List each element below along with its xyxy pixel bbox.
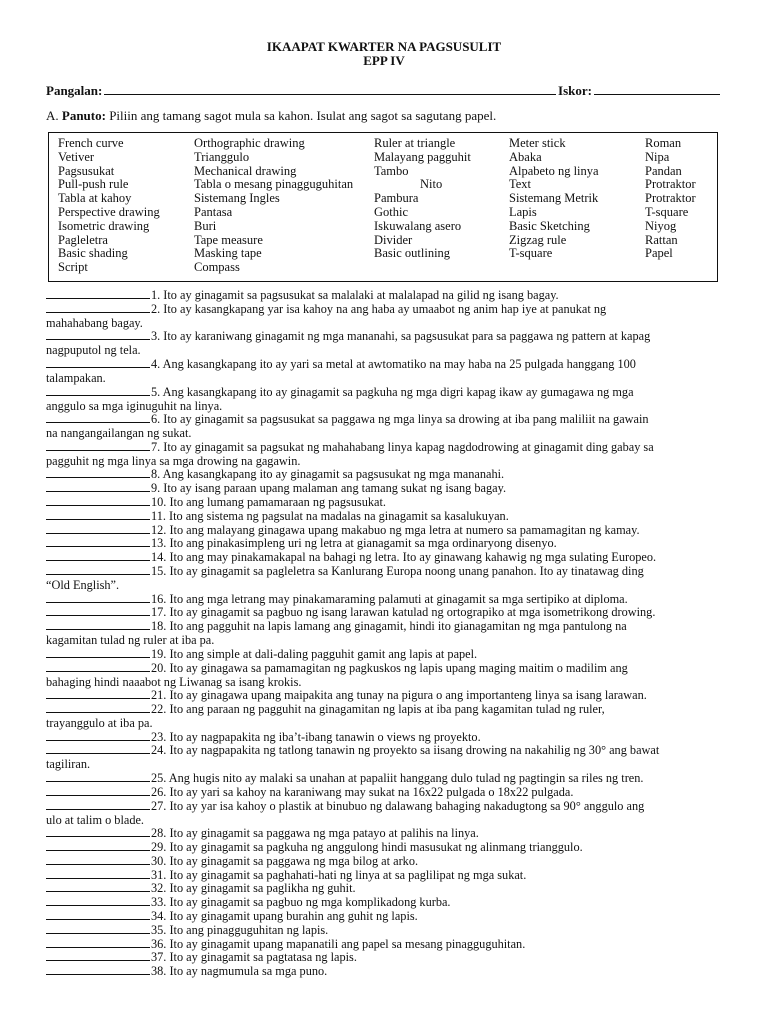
question-item: [46, 895, 722, 909]
question-text: 38. Ito ay nagmumula sa mga puno.: [151, 964, 328, 979]
question-text: 27. Ito ay yar isa kahoy o plastik at binubuo ng dalawang bahaging nakadugtong sa 90° anggulo ang: [151, 798, 645, 813]
question-text: 9. Ito ay isang paraan upang malaman ang tamang sukat ng isang bagay.: [151, 481, 507, 496]
answer-blank[interactable]: [46, 495, 150, 506]
answer-blank[interactable]: [46, 702, 150, 713]
word-box-item: Ruler at triangle: [374, 136, 456, 150]
word-box-item: Trianggulo: [194, 149, 250, 164]
question-text: 29. Ito ay ginagamit sa pagkuha ng anggulong hindi masusukat ng alinmang trianggulo.: [151, 840, 583, 854]
word-box-item: T-square: [645, 204, 689, 219]
word-box-item: Niyog: [645, 218, 677, 233]
word-box-item: Text: [509, 177, 532, 192]
answer-blank[interactable]: [46, 730, 150, 741]
exam-title: IKAAPAT KWARTER NA PAGSUSULIT: [266, 39, 502, 54]
word-box-item: Papel: [645, 246, 673, 261]
word-box-item: Protraktor: [645, 191, 696, 206]
answer-blank[interactable]: [46, 743, 150, 754]
answer-blank[interactable]: [46, 785, 150, 796]
word-box-item: Tape measure: [194, 232, 263, 247]
question-text: 10. Ito ang lumang pamamaraan ng pagsusukat.: [151, 495, 386, 509]
word-box-item: Sistemang Ingles: [194, 191, 280, 206]
answer-blank[interactable]: [46, 605, 150, 616]
directions: [46, 108, 496, 124]
word-box: [48, 132, 718, 282]
question-item: [46, 302, 722, 330]
question-continuation: na nangangailangan ng sukat.: [46, 426, 192, 441]
word-box-item: Pagleletra: [58, 232, 108, 247]
word-box-item: Rattan: [645, 232, 678, 247]
word-box-item: Script: [58, 260, 88, 275]
question-text: 37. Ito ay ginagamit sa pagtatasa ng lapis.: [151, 950, 357, 965]
question-continuation: nagpuputol ng tela.: [46, 343, 141, 358]
question-item: [46, 702, 722, 730]
directions-text: Piliin ang tamang sagot mula sa kahon. Isulat ang sagot sa sagutang papel.: [109, 108, 497, 123]
question-continuation: kagamitan tulad ng ruler at iba pa.: [46, 633, 215, 648]
answer-blank[interactable]: [46, 302, 150, 313]
question-item: [46, 854, 722, 868]
question-text: 1. Ito ay ginagamit sa pagsusukat sa malalaki at malalapad na gilid ng isang bagay.: [151, 288, 559, 302]
answer-blank[interactable]: [46, 826, 150, 837]
answer-blank[interactable]: [46, 509, 150, 520]
question-continuation: anggulo sa mga iginuguhit na linya.: [46, 398, 223, 413]
word-box-item: Meter stick: [509, 136, 566, 150]
answer-blank[interactable]: [46, 895, 150, 906]
answer-blank[interactable]: [46, 799, 150, 810]
question-item: [46, 481, 722, 495]
question-text: 21. Ito ay ginagawa upang maipakita ang tunay na pigura o ang importanteng linya sa isang larawan.: [151, 688, 647, 703]
question-continuation: ulo at talim o blade.: [46, 812, 145, 827]
word-column-2: [194, 137, 353, 275]
question-text: 2. Ito ay kasangkapang yar isa kahoy na ang haba ay umaabot ng anim hap iye at panukat ng: [151, 301, 607, 316]
question-text: 36. Ito ay ginagamit upang mapanatili ang papel sa mesang pinagguguhitan.: [151, 936, 526, 951]
question-item: [46, 937, 722, 951]
exam-subtitle: EPP IV: [363, 53, 405, 68]
question-text: 30. Ito ay ginagamit sa paggawa ng mga bilog at arko.: [151, 853, 419, 868]
question-text: 14. Ito ang may pinakamakapal na bahagi ng letra. Ito ay ginawang kahawig ng mga sulating Europeo.: [151, 550, 657, 565]
question-item: [46, 495, 722, 509]
question-item: [46, 329, 722, 357]
question-item: [46, 743, 722, 771]
question-item: [46, 923, 722, 937]
question-item: [46, 950, 722, 964]
question-text: 23. Ito ay nagpapakita ng iba’t-ibang tanawin o views ng proyekto.: [151, 729, 481, 744]
name-score-line: [46, 82, 722, 99]
answer-blank[interactable]: [46, 937, 150, 948]
word-box-item: Basic outlining: [374, 246, 451, 261]
question-item: [46, 357, 722, 385]
answer-blank[interactable]: [46, 868, 150, 879]
answer-blank[interactable]: [46, 536, 150, 547]
answer-blank[interactable]: [46, 385, 150, 396]
answer-blank[interactable]: [46, 329, 150, 340]
question-item: [46, 771, 722, 785]
question-item: [46, 688, 722, 702]
question-continuation: pagguhit ng mga linya sa mga drowing na gagawin.: [46, 453, 301, 468]
word-box-item: Alpabeto ng linya: [509, 163, 599, 178]
question-item: [46, 467, 722, 481]
question-text: 31. Ito ay ginagamit sa paghahati-hati ng linya at sa paglilipat ng mga sukat.: [151, 867, 527, 882]
word-box-item: Roman: [645, 136, 682, 150]
question-text: 19. Ito ang simple at dali-daling pagguhit gamit ang lapis at papel.: [151, 646, 478, 661]
question-item: [46, 661, 722, 689]
question-continuation: “Old English”.: [46, 578, 120, 592]
question-item: [46, 840, 722, 854]
question-item: [46, 605, 722, 619]
question-item: [46, 288, 722, 302]
question-text: 28. Ito ay ginagamit sa paggawa ng mga patayo at palihis na linya.: [151, 826, 479, 841]
word-column-5: [645, 137, 696, 261]
word-box-item: Pagsusukat: [58, 163, 115, 178]
word-box-item: Pandan: [645, 163, 682, 178]
answer-blank[interactable]: [46, 550, 150, 561]
question-item: [46, 550, 722, 564]
answer-blank[interactable]: [46, 440, 150, 451]
question-text: 13. Ito ang pinakasimpleng uri ng letra at gianagamit sa mga ordinaryong disenyo.: [151, 536, 557, 551]
question-continuation: trayanggulo at iba pa.: [46, 716, 153, 730]
word-box-item: Pambura: [374, 191, 419, 206]
score-blank[interactable]: [594, 82, 720, 95]
question-text: 5. Ang kasangkapang ito ay ginagamit sa pagkuha ng mga digri kapag ikaw ay gumagawa ng mga: [151, 384, 634, 399]
question-item: [46, 826, 722, 840]
question-text: 12. Ito ang malayang ginagawa upang makabuo ng mga letra at numero sa pamamagitan ng kamay.: [151, 522, 640, 537]
question-text: 25. Ang hugis nito ay malaki sa unahan at papaliit hanggang dulo tulad ng pagtingin sa riles ng tren.: [151, 771, 644, 785]
answer-blank[interactable]: [46, 564, 150, 575]
answer-blank[interactable]: [46, 647, 150, 658]
answer-blank[interactable]: [46, 771, 150, 782]
question-text: 20. Ito ay ginagawa sa pamamagitan ng pagkuskos ng lapis upang maging maitim o madilim ang: [151, 660, 628, 675]
question-text: 15. Ito ay ginagamit sa pagleletra sa Kanlurang Europa noong unang panahon. Ito ay tinatawag ding: [151, 564, 644, 578]
question-text: 16. Ito ang mga letrang may pinakamaraming palamuti at ginagamit sa mga sertipiko at diploma.: [151, 591, 628, 606]
word-box-item: Protraktor: [645, 177, 696, 192]
word-box-item: T-square: [509, 246, 553, 261]
word-box-item: Iskuwalang asero: [374, 218, 462, 233]
question-item: [46, 881, 722, 895]
question-item: [46, 536, 722, 550]
question-text: 7. Ito ay ginagamit sa pagsukat ng mahahabang linya kapag nagdodrowing at ginagamit ding gabay sa: [151, 439, 654, 454]
question-text: 11. Ito ang sistema ng pagsulat na madalas na ginagamit sa kasalukuyan.: [151, 508, 509, 523]
question-continuation: tagiliran.: [46, 757, 91, 772]
word-box-item: Tambo: [374, 163, 409, 178]
word-box-item: Nito: [420, 177, 443, 192]
question-text: 6. Ito ay ginagamit sa pagsusukat sa paggawa ng mga linya sa drowing at iba pang maliliit na gawain: [151, 412, 649, 427]
answer-blank[interactable]: [46, 840, 150, 851]
question-text: 35. Ito ang pinagguguhitan ng lapis.: [151, 922, 329, 937]
word-column-1: [58, 137, 160, 275]
word-box-item: Buri: [194, 218, 217, 233]
word-box-item: Vetiver: [58, 149, 95, 164]
word-box-item: Pantasa: [194, 204, 233, 219]
answer-blank[interactable]: [46, 523, 150, 534]
question-item: [46, 647, 722, 661]
question-continuation: mahahabang bagay.: [46, 315, 143, 330]
word-box-item: Gothic: [374, 204, 409, 219]
answer-blank[interactable]: [46, 964, 150, 975]
question-item: [46, 592, 722, 606]
word-box-item: Orthographic drawing: [194, 136, 305, 150]
word-box-item: Zigzag rule: [509, 232, 567, 247]
question-continuation: talampakan.: [46, 371, 106, 385]
answer-blank[interactable]: [46, 909, 150, 920]
word-box-item: Divider: [374, 232, 413, 247]
question-text: 17. Ito ay ginagamit sa pagbuo ng isang larawan katulad ng ortograpiko at mga isometrikong drowing.: [151, 605, 656, 620]
question-item: [46, 385, 722, 413]
question-text: 24. Ito ay nagpapakita ng tatlong tanawin ng proyekto sa iisang drowing na nakahilig ng 30° ang bawat: [151, 743, 660, 758]
section-letter: A.: [46, 108, 59, 123]
answer-blank[interactable]: [46, 661, 150, 672]
question-item: [46, 509, 722, 523]
answer-blank[interactable]: [46, 923, 150, 934]
question-item: [46, 909, 722, 923]
word-box-item: Tabla o mesang pinagguguhitan: [194, 177, 354, 192]
question-text: 34. Ito ay ginagamit upang burahin ang guhit ng lapis.: [151, 909, 418, 923]
word-box-item: Tabla at kahoy: [58, 191, 132, 206]
answer-blank[interactable]: [46, 950, 150, 961]
question-continuation: bahaging hindi naaabot ng Liwanag sa isang krokis.: [46, 674, 302, 689]
answer-blank[interactable]: [46, 357, 150, 368]
question-item: [46, 564, 722, 592]
word-box-item: Malayang pagguhit: [374, 149, 471, 164]
question-item: [46, 799, 722, 827]
word-box-item: Perspective drawing: [58, 204, 160, 219]
word-box-item: Mechanical drawing: [194, 163, 297, 178]
question-text: 18. Ito ang pagguhit na lapis lamang ang ginagamit, hindi ito gianagamitan ng mga pantulong na: [151, 619, 627, 634]
question-item: [46, 412, 722, 440]
answer-blank[interactable]: [46, 619, 150, 630]
answer-blank[interactable]: [46, 481, 150, 492]
word-box-item: Isometric drawing: [58, 218, 150, 233]
word-column-4: [509, 137, 599, 261]
word-box-item: Lapis: [509, 204, 537, 219]
question-text: 8. Ang kasangkapang ito ay ginagamit sa pagsusukat ng mga mananahi.: [151, 467, 505, 482]
question-text: 26. Ito ay yari sa kahoy na karaniwang may sukat na 16x22 pulgada o 18x22 pulgada.: [151, 784, 574, 799]
answer-blank[interactable]: [46, 288, 150, 299]
score-label: Iskor:: [558, 83, 592, 98]
question-text: 22. Ito ang paraan ng pagguhit na ginagamitan ng lapis at iba pang kagamitan tulad ng ruler,: [151, 702, 605, 716]
question-text: 4. Ang kasangkapang ito ay yari sa metal at awtomatiko na may haba na 25 pulgada hanggang 100: [151, 357, 636, 371]
question-text: 33. Ito ay ginagamit sa pagbuo ng mga komplikadong kurba.: [151, 895, 451, 910]
question-item: [46, 785, 722, 799]
answer-blank[interactable]: [46, 688, 150, 699]
question-item: [46, 619, 722, 647]
name-blank[interactable]: [104, 82, 556, 95]
word-box-item: Abaka: [509, 149, 542, 164]
question-item: [46, 730, 722, 744]
question-text: 3. Ito ay karaniwang ginagamit ng mga mananahi, sa pagsusukat para sa paggawa ng pattern at kapag: [151, 329, 651, 344]
answer-blank[interactable]: [46, 881, 150, 892]
question-item: [46, 523, 722, 537]
word-box-item: Nipa: [645, 149, 670, 164]
directions-label: Panuto:: [61, 108, 106, 123]
question-item: [46, 964, 722, 978]
word-box-item: Pull-push rule: [58, 177, 129, 192]
word-column-3: [374, 137, 471, 261]
word-box-item: Sistemang Metrik: [509, 191, 599, 206]
answer-blank[interactable]: [46, 467, 150, 478]
word-box-item: French curve: [58, 136, 124, 150]
answer-blank[interactable]: [46, 412, 150, 423]
name-label: Pangalan:: [46, 83, 103, 98]
word-box-item: Basic Sketching: [509, 218, 590, 233]
question-item: [46, 440, 722, 468]
answer-blank[interactable]: [46, 854, 150, 865]
word-box-item: Basic shading: [58, 246, 128, 261]
question-text: 32. Ito ay ginagamit sa paglikha ng guhit.: [151, 881, 356, 896]
answer-blank[interactable]: [46, 592, 150, 603]
word-box-item: Compass: [194, 260, 240, 275]
word-box-item: Masking tape: [194, 246, 262, 261]
question-item: [46, 868, 722, 882]
